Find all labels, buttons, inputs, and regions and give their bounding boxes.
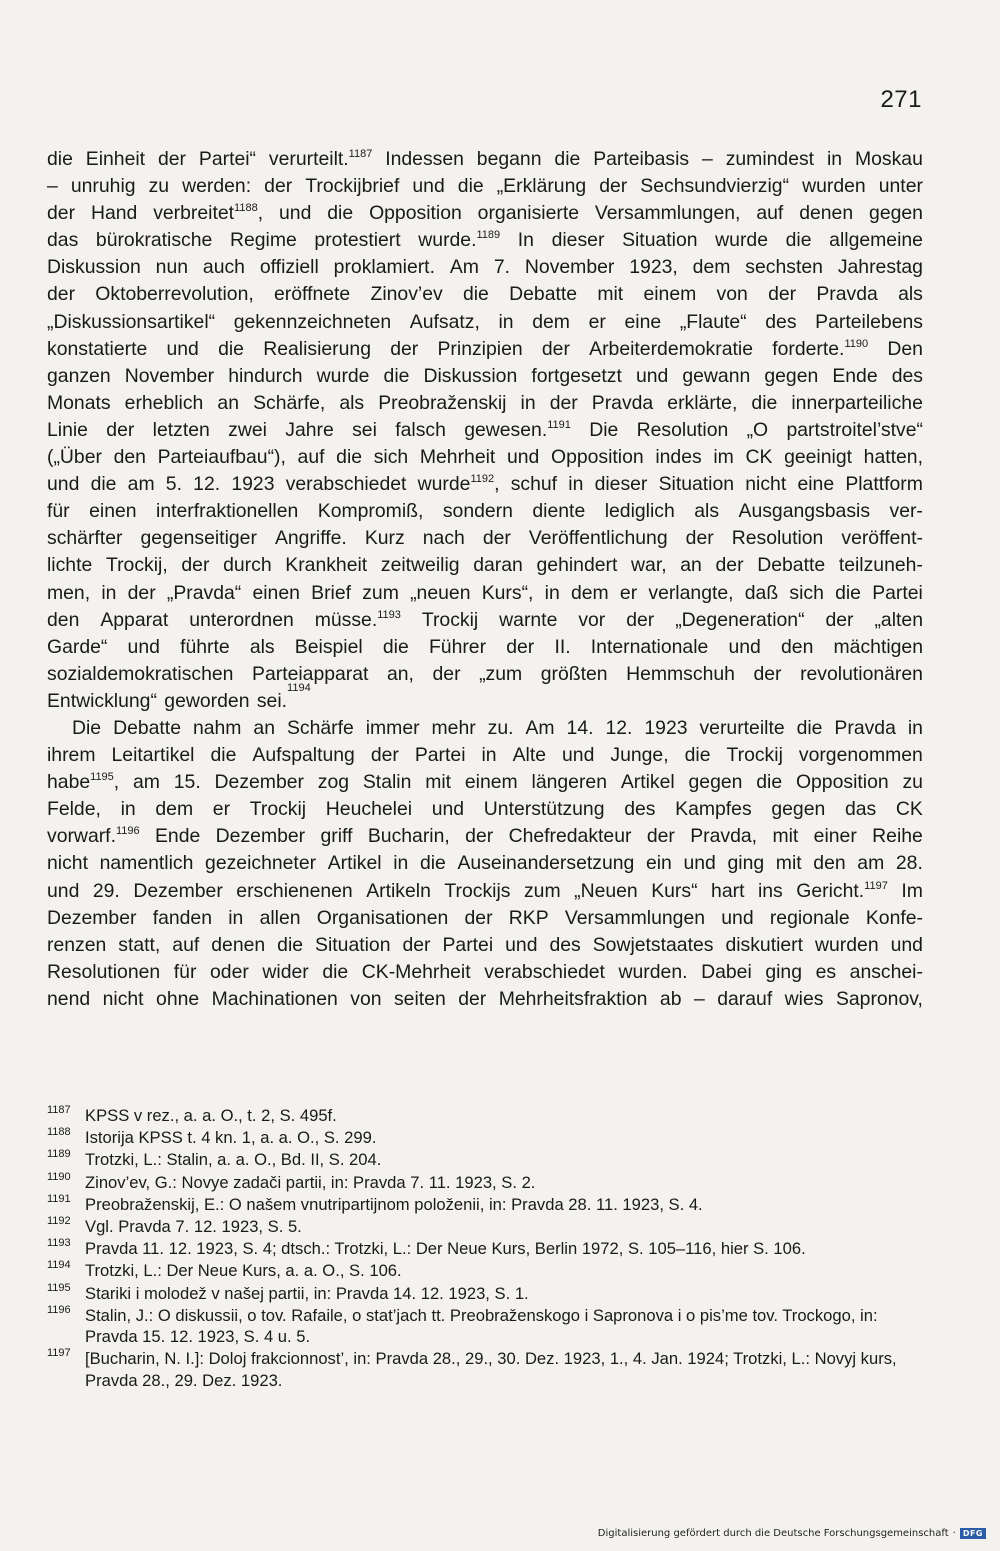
footnote-ref: 1193 bbox=[377, 608, 401, 621]
text-line: schärfter gegenseitiger Angriffe. Kurz nach der Veröffentlichung der Resolution veröffent- bbox=[47, 527, 923, 550]
footnote bbox=[47, 1127, 927, 1149]
digitization-credit: Digitalisierung gefördert durch die Deutsche Forschungsgemeinschaft · DFG bbox=[598, 1528, 986, 1539]
footnote bbox=[47, 1172, 927, 1194]
text-line: ihrem Leitartikel die Aufspaltung der Partei in Alte und Junge, die Trockij vorgenommen bbox=[47, 744, 923, 767]
footnote-ref: 1192 bbox=[470, 473, 495, 486]
text-line: nicht namentlich gezeichneter Artikel in die Auseinandersetzung ein und ging mit den am 28. bbox=[47, 852, 923, 875]
footnote-text: Istorija KPSS t. 4 kn. 1, a. a. O., S. 299. bbox=[85, 1128, 377, 1148]
footnote-text: Zinov’ev, G.: Novye zadači partii, in: Pravda 7. 11. 1923, S. 2. bbox=[85, 1172, 536, 1192]
footnote-ref: 1197 bbox=[864, 879, 888, 892]
footnote-number: 1189 bbox=[47, 1148, 71, 1161]
text-line: Dezember fanden in allen Organisationen der RKP Versammlungen und regionale Konfe- bbox=[47, 906, 923, 929]
text-line: Linie der letzten zwei Jahre sei falsch gewesen.$^{1191}$ Die Resolution „O partstroitel’stve“ bbox=[47, 418, 923, 441]
footnote-text: KPSS v rez., a. a. O., t. 2, S. 495f. bbox=[85, 1106, 337, 1125]
footnote bbox=[47, 1194, 927, 1216]
footnote-ref: 1191 bbox=[547, 418, 571, 431]
footnote-text: Preobraženskij, E.: O našem vnutripartijnom položenii, in: Pravda 28. 11. 1923, S. 4. bbox=[85, 1194, 703, 1214]
text-line: vorwarf.$^{1196}$ Ende Dezember griff Bucharin, der Chefredakteur der Pravda, mit einer Reihe bbox=[47, 825, 923, 848]
footnote-text: [Bucharin, N. I.]: Doloj frakcionnost’, in: Pravda 28., 29., 30. Dez. 1923, 1., 4. Jan. 1924; Trotzki, L.: Novyj kurs, Pravda 28., 29. Dez. 1923. bbox=[85, 1349, 897, 1391]
footnote-ref: 1195 bbox=[90, 771, 114, 784]
footnote-number: 1190 bbox=[47, 1170, 71, 1183]
credit-text: Digitalisierung gefördert durch die Deutsche Forschungsgemeinschaft bbox=[597, 1528, 949, 1539]
text-line: men, in der „Pravda“ einen Brief zum „neuen Kurs“, in dem er verlangte, daß sich die Partei bbox=[47, 581, 923, 604]
footnote-ref: 1194 bbox=[287, 681, 311, 694]
footnote-text: Pravda 11. 12. 1923, S. 4; dtsch.: Trotzki, L.: Der Neue Kurs, Berlin 1972, S. 105–116, hier S. 106. bbox=[85, 1239, 806, 1259]
text-line: renzen statt, auf denen die Situation der Partei und des Sowjetstaates diskutiert wurden und bbox=[47, 933, 923, 956]
text-line: Die Debatte nahm an Schärfe immer mehr zu. Am 14. 12. 1923 verurteilte die Pravda in bbox=[72, 716, 923, 739]
footnote bbox=[47, 1216, 927, 1238]
footnote-ref: 1196 bbox=[115, 825, 140, 838]
footnote bbox=[47, 1105, 927, 1127]
footnote-text: Stalin, J.: O diskussii, o tov. Rafaile, o stat’jach tt. Preobraženskogo i Sapronova i o pis’me tov. Trockogo, in: Pravda 15. 12. 1923, S. 4 u. 5. bbox=[85, 1305, 878, 1347]
page-number: 271 bbox=[880, 86, 922, 113]
footnote-number: 1196 bbox=[47, 1303, 71, 1316]
text-line: und die am 5. 12. 1923 verabschiedet wurde$^{1192}$, schuf in dieser Situation nicht eine Plattform bbox=[47, 473, 923, 496]
footnote-text: Vgl. Pravda 7. 12. 1923, S. 5. bbox=[85, 1216, 302, 1236]
footnote-ref: 1188 bbox=[234, 202, 258, 215]
text-line: sozialdemokratischen Parteiapparat an, der „zum größten Hemmschuh der revolutionären bbox=[47, 662, 923, 685]
text-line: Garde“ und führte als Beispiel die Führer der II. Internationale und den mächtigen bbox=[47, 635, 923, 658]
footnote bbox=[47, 1149, 927, 1171]
footnote-number: 1193 bbox=[47, 1237, 71, 1250]
footnote-text: Trotzki, L.: Stalin, a. a. O., Bd. II, S. 204. bbox=[85, 1150, 382, 1170]
text-line: lichte Trockij, der durch Krankheit zeitweilig daran gehindert war, an der Debatte teilzuneh- bbox=[47, 554, 923, 577]
text-line: den Apparat unterordnen müsse.$^{1193}$ Trockij warnte vor der „Degeneration“ der „alten bbox=[47, 608, 923, 631]
text-line: der Oktoberrevolution, eröffnete Zinov’ev die Debatte mit einem von der Pravda als bbox=[47, 283, 923, 306]
text-line: Felde, in dem er Trockij Heuchelei und Unterstützung des Kampfes gegen das CK bbox=[47, 798, 923, 821]
footnote-number: 1192 bbox=[47, 1214, 71, 1227]
text-line: Monats erheblich an Schärfe, als Preobraženskij in der Pravda erklärte, die innerparteiliche bbox=[47, 391, 923, 414]
text-line: Entwicklung“ geworden sei. 1194 bbox=[47, 688, 923, 715]
footnote-ref: 1190 bbox=[844, 337, 869, 350]
footnote bbox=[47, 1238, 927, 1260]
footnote bbox=[47, 1260, 927, 1282]
text-line: nend nicht ohne Machinationen von seiten der Mehrheitsfraktion ab – darauf wies Sapronov, bbox=[47, 987, 923, 1010]
footnotes bbox=[47, 1105, 927, 1392]
footnote-number: 1195 bbox=[47, 1281, 71, 1294]
footnote-ref: 1187 bbox=[348, 148, 373, 160]
text-line: Resolutionen für oder wider die CK-Mehrheit verabschiedet wurden. Dabei ging es anschei- bbox=[47, 960, 923, 983]
footnote bbox=[47, 1305, 927, 1348]
text-line: der Hand verbreitet$^{1188}$, und die Opposition organisierte Versammlungen, auf denen gegen bbox=[47, 202, 923, 225]
footnote-number: 1191 bbox=[47, 1192, 71, 1205]
text-line: – unruhig zu werden: der Trockijbrief und die „Erklärung der Sechsundvierzig“ wurden unter bbox=[47, 175, 923, 198]
footnote-number: 1194 bbox=[47, 1259, 71, 1272]
text-line: das bürokratische Regime protestiert wurde.$^{1189}$ In dieser Situation wurde die allgemeine bbox=[47, 229, 923, 252]
text-line: ganzen November hindurch wurde die Diskussion fortgesetzt und gewann gegen Ende des bbox=[47, 364, 923, 387]
footnote bbox=[47, 1283, 927, 1305]
text-line: „Diskussionsartikel“ gekennzeichneten Aufsatz, in dem er eine „Flaute“ des Parteilebens bbox=[47, 310, 923, 333]
text-line: („Über den Parteiaufbau“), auf die sich Mehrheit und Opposition indes im CK geeinigt hatten, bbox=[47, 446, 923, 469]
footnote-number: 1187 bbox=[47, 1104, 71, 1116]
footnote-number: 1188 bbox=[47, 1126, 71, 1139]
footnote bbox=[47, 1348, 927, 1391]
footnote-text: Stariki i molodež v našej partii, in: Pravda 14. 12. 1923, S. 1. bbox=[85, 1283, 529, 1303]
footnote-ref: 1189 bbox=[476, 229, 501, 242]
text-line: konstatierte und die Realisierung der Prinzipien der Arbeiterdemokratie forderte.$^{1190}$ Den bbox=[47, 337, 923, 360]
text-line: und 29. Dezember erschienenen Artikeln Trockijs zum „Neuen Kurs“ hart ins Gericht.$^{1197}$ Im bbox=[47, 879, 923, 902]
text-line: für einen interfraktionellen Kompromiß, sondern diente lediglich als Ausgangsbasis ver- bbox=[47, 500, 923, 523]
footnote-text: Trotzki, L.: Der Neue Kurs, a. a. O., S. 106. bbox=[85, 1261, 402, 1281]
text-line: habe$^{1195}$, am 15. Dezember zog Stalin mit einem längeren Artikel gegen die Opposition zu bbox=[47, 771, 923, 794]
footnote-number: 1197 bbox=[47, 1347, 71, 1360]
text-line: Diskussion nun auch offiziell proklamiert. Am 7. November 1923, dem sechsten Jahrestag bbox=[47, 256, 923, 279]
dfg-logo-icon: DFG bbox=[960, 1528, 986, 1539]
text-line: die Einheit der Partei“ verurteilt.$^{1187}$ Indessen begann die Parteibasis – zumindest in Moskau bbox=[47, 148, 923, 170]
body-text bbox=[47, 146, 923, 1013]
